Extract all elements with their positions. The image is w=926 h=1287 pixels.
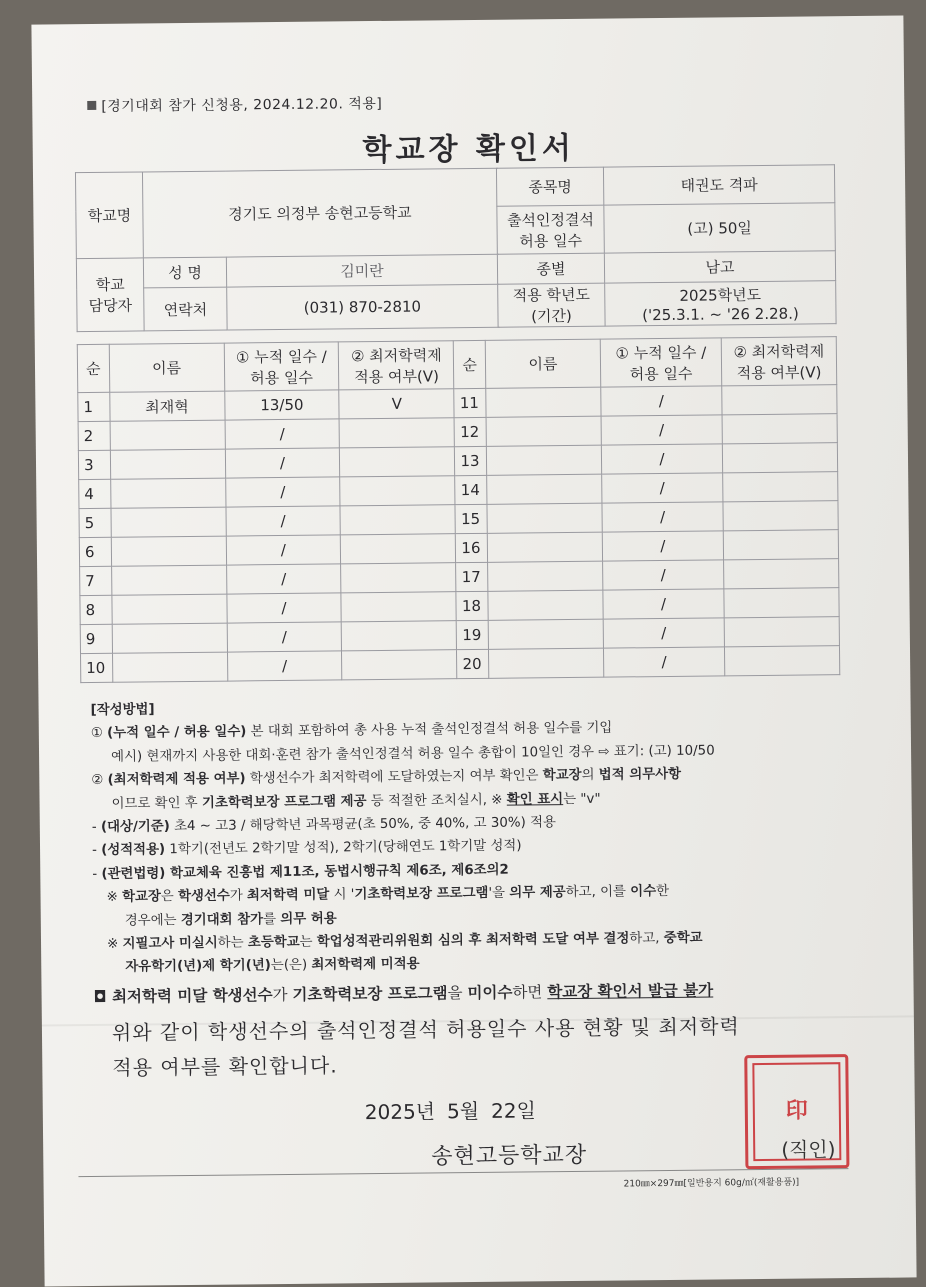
row-check-2 <box>722 385 837 415</box>
row-name-2 <box>487 474 602 504</box>
row-check <box>341 592 456 622</box>
contact-value: (031) 870-2810 <box>227 284 498 330</box>
row-name <box>110 478 225 508</box>
row-name <box>111 507 226 537</box>
category-label: 종별 <box>497 253 604 284</box>
row-days: / <box>225 448 340 478</box>
category-value: 남고 <box>604 251 835 283</box>
row-no: 1 <box>78 392 110 421</box>
row-days: / <box>226 535 341 565</box>
header-no-2: 순 <box>454 340 486 388</box>
contact-label: 연락처 <box>144 287 227 331</box>
note-elementary-cont: 자유학기(년)제 학기(년)는(은) 최저학력제 미적용 <box>125 957 420 976</box>
row-name <box>112 652 227 682</box>
instruction-1-example: 예시) 현재까지 사용한 대회·훈련 참가 출석인정결석 허용 일수 총합이 10일인 경우 ⇨ 표기: (고) 10/50 <box>111 743 715 765</box>
row-no: 5 <box>79 508 111 537</box>
paper-spec: 210㎜×297㎜[일반용지 60g/㎡(재활용품)] <box>623 1177 800 1190</box>
row-check: V <box>339 389 454 419</box>
row-check-2 <box>724 559 839 589</box>
row-days: / <box>225 419 340 449</box>
instructions-heading: [작성방법] <box>90 702 155 719</box>
header-no: 순 <box>77 344 109 392</box>
row-name-2 <box>488 561 603 591</box>
row-check <box>342 621 457 651</box>
row-no: 10 <box>81 653 113 682</box>
year-value: 2025학년도 ('25.3.1. ~ '26 2.28.) <box>605 281 836 326</box>
row-name <box>110 420 225 450</box>
row-name-2 <box>488 590 603 620</box>
header-days: ① 누적 일수 / 허용 일수 <box>224 342 339 391</box>
athlete-rows <box>78 385 840 683</box>
header-name: 이름 <box>109 343 224 392</box>
school-value: 경기도 의정부 송현고등학교 <box>142 168 497 258</box>
allowed-days-value: (고) 50일 <box>604 203 835 253</box>
row-no-2: 19 <box>457 620 489 649</box>
row-no-2: 13 <box>455 446 487 475</box>
note-principal-cont: 경우에는 경기대회 참가를 의무 허용 <box>124 911 337 929</box>
row-no-2: 12 <box>454 417 486 446</box>
row-days-2: / <box>602 502 723 532</box>
row-name-2 <box>486 416 601 446</box>
header-min-2: ② 최저학력제 적용 여부(V) <box>721 337 836 386</box>
instruction-target: - (대상/기준) 초4 ~ 고3 / 해당학년 과목평균(초 50%, 중 40%, 고 30%) 적용 <box>91 815 556 836</box>
year-label: 적용 학년도 (기간) <box>498 283 605 327</box>
row-name <box>111 594 226 624</box>
event-value: 태권도 격파 <box>603 165 834 205</box>
row-days-2: / <box>602 473 723 503</box>
row-check <box>340 476 455 506</box>
row-check-2 <box>724 646 839 676</box>
allowed-days-label: 출석인정결석 허용 일수 <box>497 205 604 254</box>
instruction-law: - (관련법령) 학교체육 진흥법 제11조, 동법시행규칙 제6조, 제6조의2 <box>92 862 509 882</box>
header-name-2: 이름 <box>485 339 600 388</box>
row-days: 13/50 <box>224 390 339 420</box>
row-check-2 <box>723 501 838 531</box>
row-no: 6 <box>79 537 111 566</box>
header-min: ② 최저학력제 적용 여부(V) <box>339 341 454 390</box>
row-check <box>340 418 455 448</box>
row-check <box>341 563 456 593</box>
row-days-2: / <box>601 386 722 416</box>
row-check <box>340 447 455 477</box>
row-days-2: / <box>602 531 723 561</box>
row-no: 4 <box>79 479 111 508</box>
row-no-2: 16 <box>456 533 488 562</box>
row-name-2 <box>486 387 601 417</box>
row-no: 8 <box>80 595 112 624</box>
row-no-2: 11 <box>454 388 486 417</box>
school-label: 학교명 <box>75 172 143 259</box>
seal-label: (직인) <box>781 1137 836 1162</box>
row-days-2: / <box>603 618 724 648</box>
row-name-2 <box>488 619 603 649</box>
row-name <box>112 623 227 653</box>
row-days: / <box>227 651 342 681</box>
square-bullet-icon <box>87 101 96 110</box>
athlete-table <box>77 336 841 683</box>
row-no-2: 17 <box>456 562 488 591</box>
row-check-2 <box>722 414 837 444</box>
row-no-2: 14 <box>455 475 487 504</box>
manager-label: 학교 담당자 <box>76 258 144 332</box>
row-check-2 <box>723 530 838 560</box>
row-check-2 <box>724 588 839 618</box>
document-page <box>31 15 916 1286</box>
row-name-2 <box>487 503 602 533</box>
instruction-1: ① (누적 일수 / 허용 일수) 본 대회 포함하여 총 사용 누적 출석인정결석 허용 일수를 기입 <box>90 720 613 742</box>
row-days-2: / <box>603 589 724 619</box>
row-check-2 <box>723 472 838 502</box>
row-days-2: / <box>603 647 724 677</box>
row-name <box>111 565 226 595</box>
warning-line: ◘ 최저학력 미달 학생선수가 기초학력보장 프로그램을 미이수하면 학교장 확인서 발급 불가 <box>93 981 714 1006</box>
row-no: 2 <box>78 421 110 450</box>
row-days: / <box>227 622 342 652</box>
name-value: 김미란 <box>226 254 497 287</box>
row-days: / <box>226 593 341 623</box>
page-title: 학교장 확인서 <box>362 130 576 169</box>
row-name-2 <box>486 445 601 475</box>
row-no-2: 15 <box>455 504 487 533</box>
form-version-header: [경기대회 참가 신청용, 2024.12.20. 적용] <box>87 93 382 116</box>
row-name: 최재혁 <box>109 391 224 421</box>
event-label: 종목명 <box>496 167 603 206</box>
row-no-2: 18 <box>456 591 488 620</box>
issue-date: 2025년 5월 22일 <box>364 1098 536 1125</box>
instructions <box>90 691 883 1010</box>
row-check <box>340 505 455 535</box>
instruction-2-cont: 이므로 확인 후 기초학력보장 프로그램 제공 등 적절한 조치실시, ※ 확인 표시는 "v" <box>111 791 601 812</box>
row-no: 3 <box>78 450 110 479</box>
note-elementary: ※ 지필고사 미실시하는 초등학교는 학업성적관리위원회 심의 후 최저학력 도달 여부 결정하고, 중학교 <box>106 930 703 952</box>
row-days: / <box>226 564 341 594</box>
row-name <box>111 536 226 566</box>
row-no-2: 20 <box>457 649 489 678</box>
row-name-2 <box>487 532 602 562</box>
row-check <box>342 650 457 680</box>
row-check <box>341 534 456 564</box>
row-days: / <box>225 506 340 536</box>
school-head: 송현고등학교장 <box>431 1142 588 1170</box>
row-check-2 <box>724 617 839 647</box>
row-name-2 <box>488 648 603 678</box>
row-no: 9 <box>80 624 112 653</box>
confirmation-text: 위와 같이 학생선수의 출석인정결석 허용일수 사용 현황 및 최저학력 적용 여부를 확인합니다. <box>111 1014 740 1080</box>
info-table <box>75 164 837 332</box>
row-days-2: / <box>601 444 722 474</box>
row-check-2 <box>722 443 837 473</box>
row-days: / <box>225 477 340 507</box>
header-days-2: ① 누적 일수 / 허용 일수 <box>600 338 722 387</box>
row-no: 7 <box>80 566 112 595</box>
name-label: 성 명 <box>143 257 226 288</box>
note-principal: ※ 학교장은 학생선수가 최저학력 미달 시 '기초학력보장 프로그램'을 의무 제공하고, 이를 이수한 <box>106 884 670 906</box>
row-days-2: / <box>603 560 724 590</box>
instruction-2: ② (최저학력제 적용 여부) 학생선수가 최저학력에 도달하였는지 여부 확인은 학교장의 법적 의무사항 <box>91 767 682 789</box>
seal-inner-border: 印 <box>752 1062 841 1161</box>
row-name <box>110 449 225 479</box>
row-days-2: / <box>601 415 722 445</box>
instruction-grades: - (성적적용) 1학기(전년도 2학기말 성적), 2학기(당해연도 1학기말 성적) <box>91 838 522 859</box>
